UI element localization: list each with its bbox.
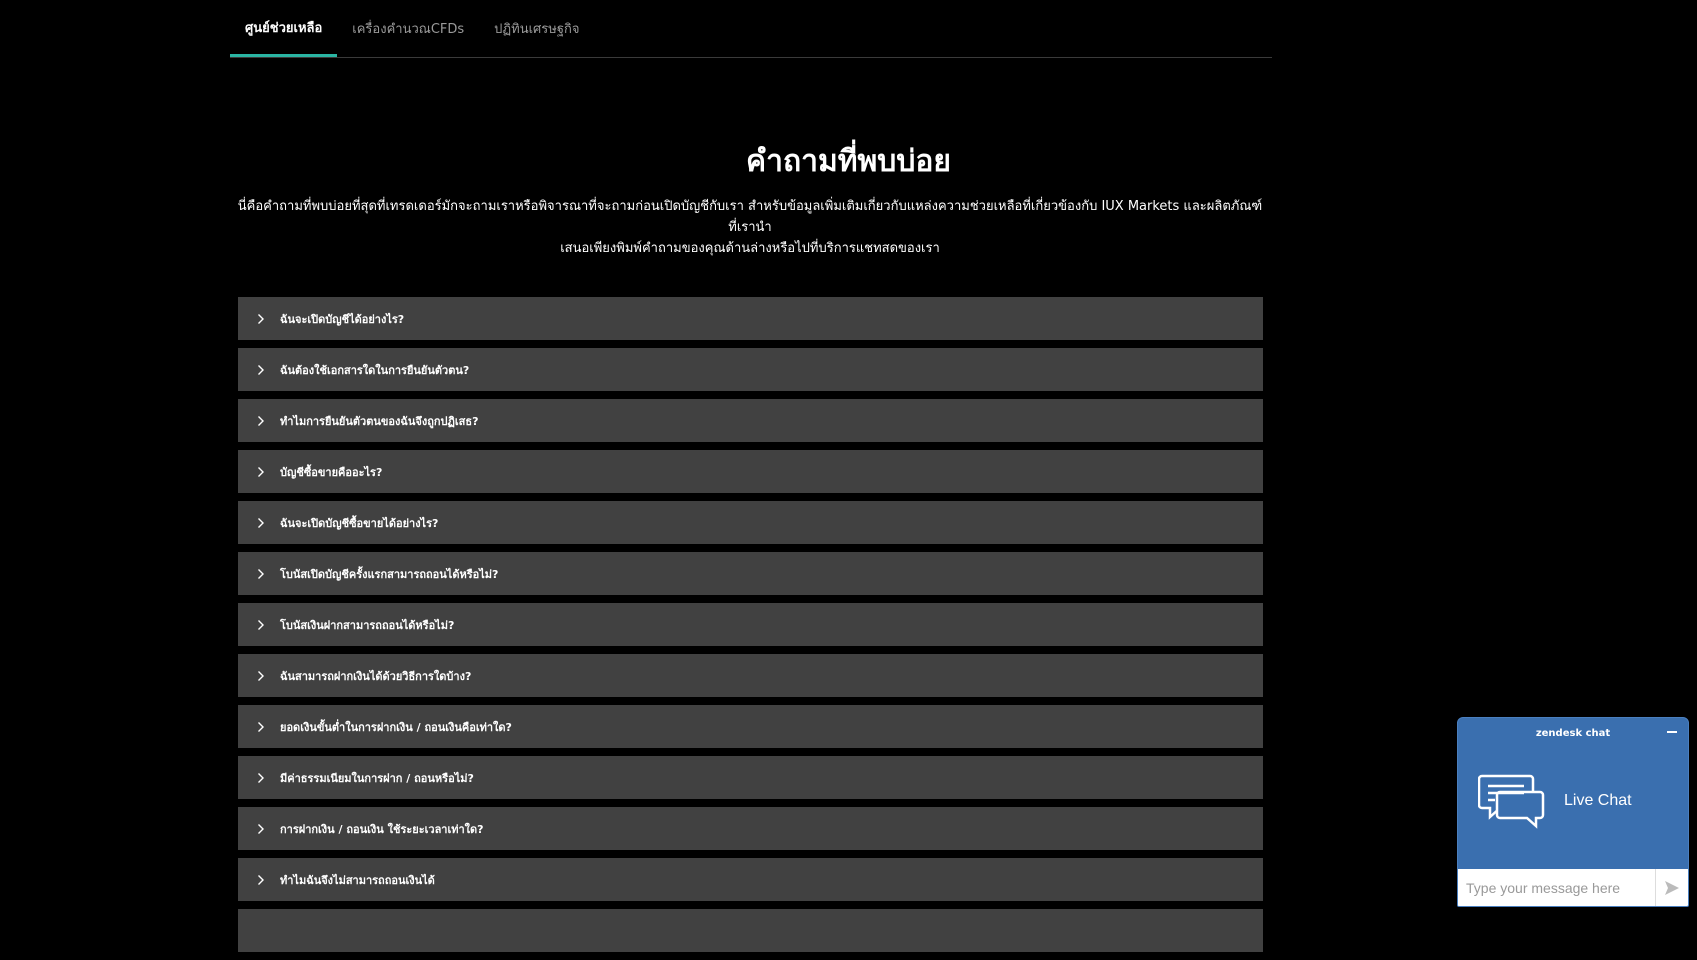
- faq-question: ทำไมการยืนยันตัวตนของฉันจึงถูกปฏิเสธ?: [280, 414, 479, 428]
- chevron-right-icon: [254, 567, 268, 581]
- faq-item[interactable]: [238, 807, 1263, 850]
- send-icon[interactable]: [1655, 869, 1688, 906]
- faq-item[interactable]: [238, 654, 1263, 697]
- chevron-right-icon: [254, 771, 268, 785]
- chevron-right-icon: [254, 363, 268, 377]
- faq-question: โบนัสเปิดบัญชีครั้งแรกสามารถถอนได้หรือไม่?: [280, 567, 499, 581]
- faq-question: ฉันจะเปิดบัญชีซื้อขายได้อย่างไร?: [280, 516, 439, 530]
- page-subtitle: [236, 196, 1264, 259]
- faq-item[interactable]: [238, 603, 1263, 646]
- faq-item[interactable]: [238, 705, 1263, 748]
- faq-list: [238, 297, 1263, 960]
- chevron-right-icon: [254, 873, 268, 887]
- chevron-right-icon: [254, 720, 268, 734]
- chevron-right-icon: [254, 465, 268, 479]
- live-chat-widget[interactable]: [1457, 717, 1689, 907]
- minimize-icon[interactable]: [1664, 725, 1680, 739]
- faq-question: ฉันต้องใช้เอกสารใดในการยืนยันตัวตน?: [280, 363, 470, 377]
- faq-item[interactable]: [238, 348, 1263, 391]
- chat-input-row: [1458, 869, 1688, 906]
- chevron-right-icon: [254, 669, 268, 683]
- faq-item[interactable]: [238, 501, 1263, 544]
- faq-question: บัญชีซื้อขายคืออะไร?: [280, 465, 383, 479]
- faq-item-partial[interactable]: [238, 909, 1263, 952]
- faq-question: โบนัสเงินฝากสามารถถอนได้หรือไม่?: [280, 618, 455, 632]
- chevron-right-icon: [254, 516, 268, 530]
- subtitle-line-2: เสนอเพียงพิมพ์คำถามของคุณด้านล่างหรือไปที่บริการแชทสดของเรา: [560, 241, 940, 256]
- tab-cfd-calculator[interactable]: เครื่องคำนวณCFDs: [352, 22, 465, 37]
- chevron-right-icon: [254, 414, 268, 428]
- faq-question: ฉันจะเปิดบัญชีได้อย่างไร?: [280, 312, 405, 326]
- page-title: คำถามที่พบบ่อย: [746, 144, 951, 179]
- faq-item[interactable]: [238, 399, 1263, 442]
- chevron-right-icon: [254, 312, 268, 326]
- faq-item[interactable]: [238, 858, 1263, 901]
- faq-item[interactable]: [238, 756, 1263, 799]
- faq-question: ฉันสามารถฝากเงินได้ด้วยวิธีการใดบ้าง?: [280, 669, 472, 683]
- faq-question: ทำไมฉันจึงไม่สามารถถอนเงินได้: [280, 873, 435, 887]
- faq-question: มีค่าธรรมเนียมในการฝาก / ถอนหรือไม่?: [280, 771, 474, 785]
- faq-question: ยอดเงินขั้นต่ำในการฝากเงิน / ถอนเงินคือเท่าใด?: [280, 720, 512, 734]
- subtitle-line-1: นี่คือคำถามที่พบบ่อยที่สุดที่เทรดเดอร์มักจะถามเราหรือพิจารณาที่จะถามก่อนเปิดบัญชีกับเรา สำหรับข้อมูลเพิ่มเติมเกี่ยวกับแหล่งความช่วยเหลือที่เกี่ยวข้องกับ IUX Markets และผลิตภัณฑ์ที่เรานำ: [237, 199, 1263, 235]
- faq-item[interactable]: [238, 297, 1263, 340]
- live-chat-title: Live Chat: [1564, 792, 1632, 809]
- tab-economic-calendar[interactable]: ปฏิทินเศรษฐกิจ: [494, 22, 580, 37]
- faq-item[interactable]: [238, 450, 1263, 493]
- chevron-right-icon: [254, 618, 268, 632]
- chat-message-input[interactable]: [1458, 869, 1655, 906]
- chevron-right-icon: [254, 822, 268, 836]
- chat-brand: zendesk chat: [1535, 728, 1611, 739]
- chat-bubbles-icon: [1478, 774, 1546, 834]
- faq-item[interactable]: [238, 552, 1263, 595]
- tab-help-center[interactable]: ศูนย์ช่วยเหลือ: [230, 0, 337, 57]
- faq-question: การฝากเงิน / ถอนเงิน ใช้ระยะเวลาเท่าใด?: [280, 822, 484, 836]
- top-tab-bar: [230, 0, 1272, 58]
